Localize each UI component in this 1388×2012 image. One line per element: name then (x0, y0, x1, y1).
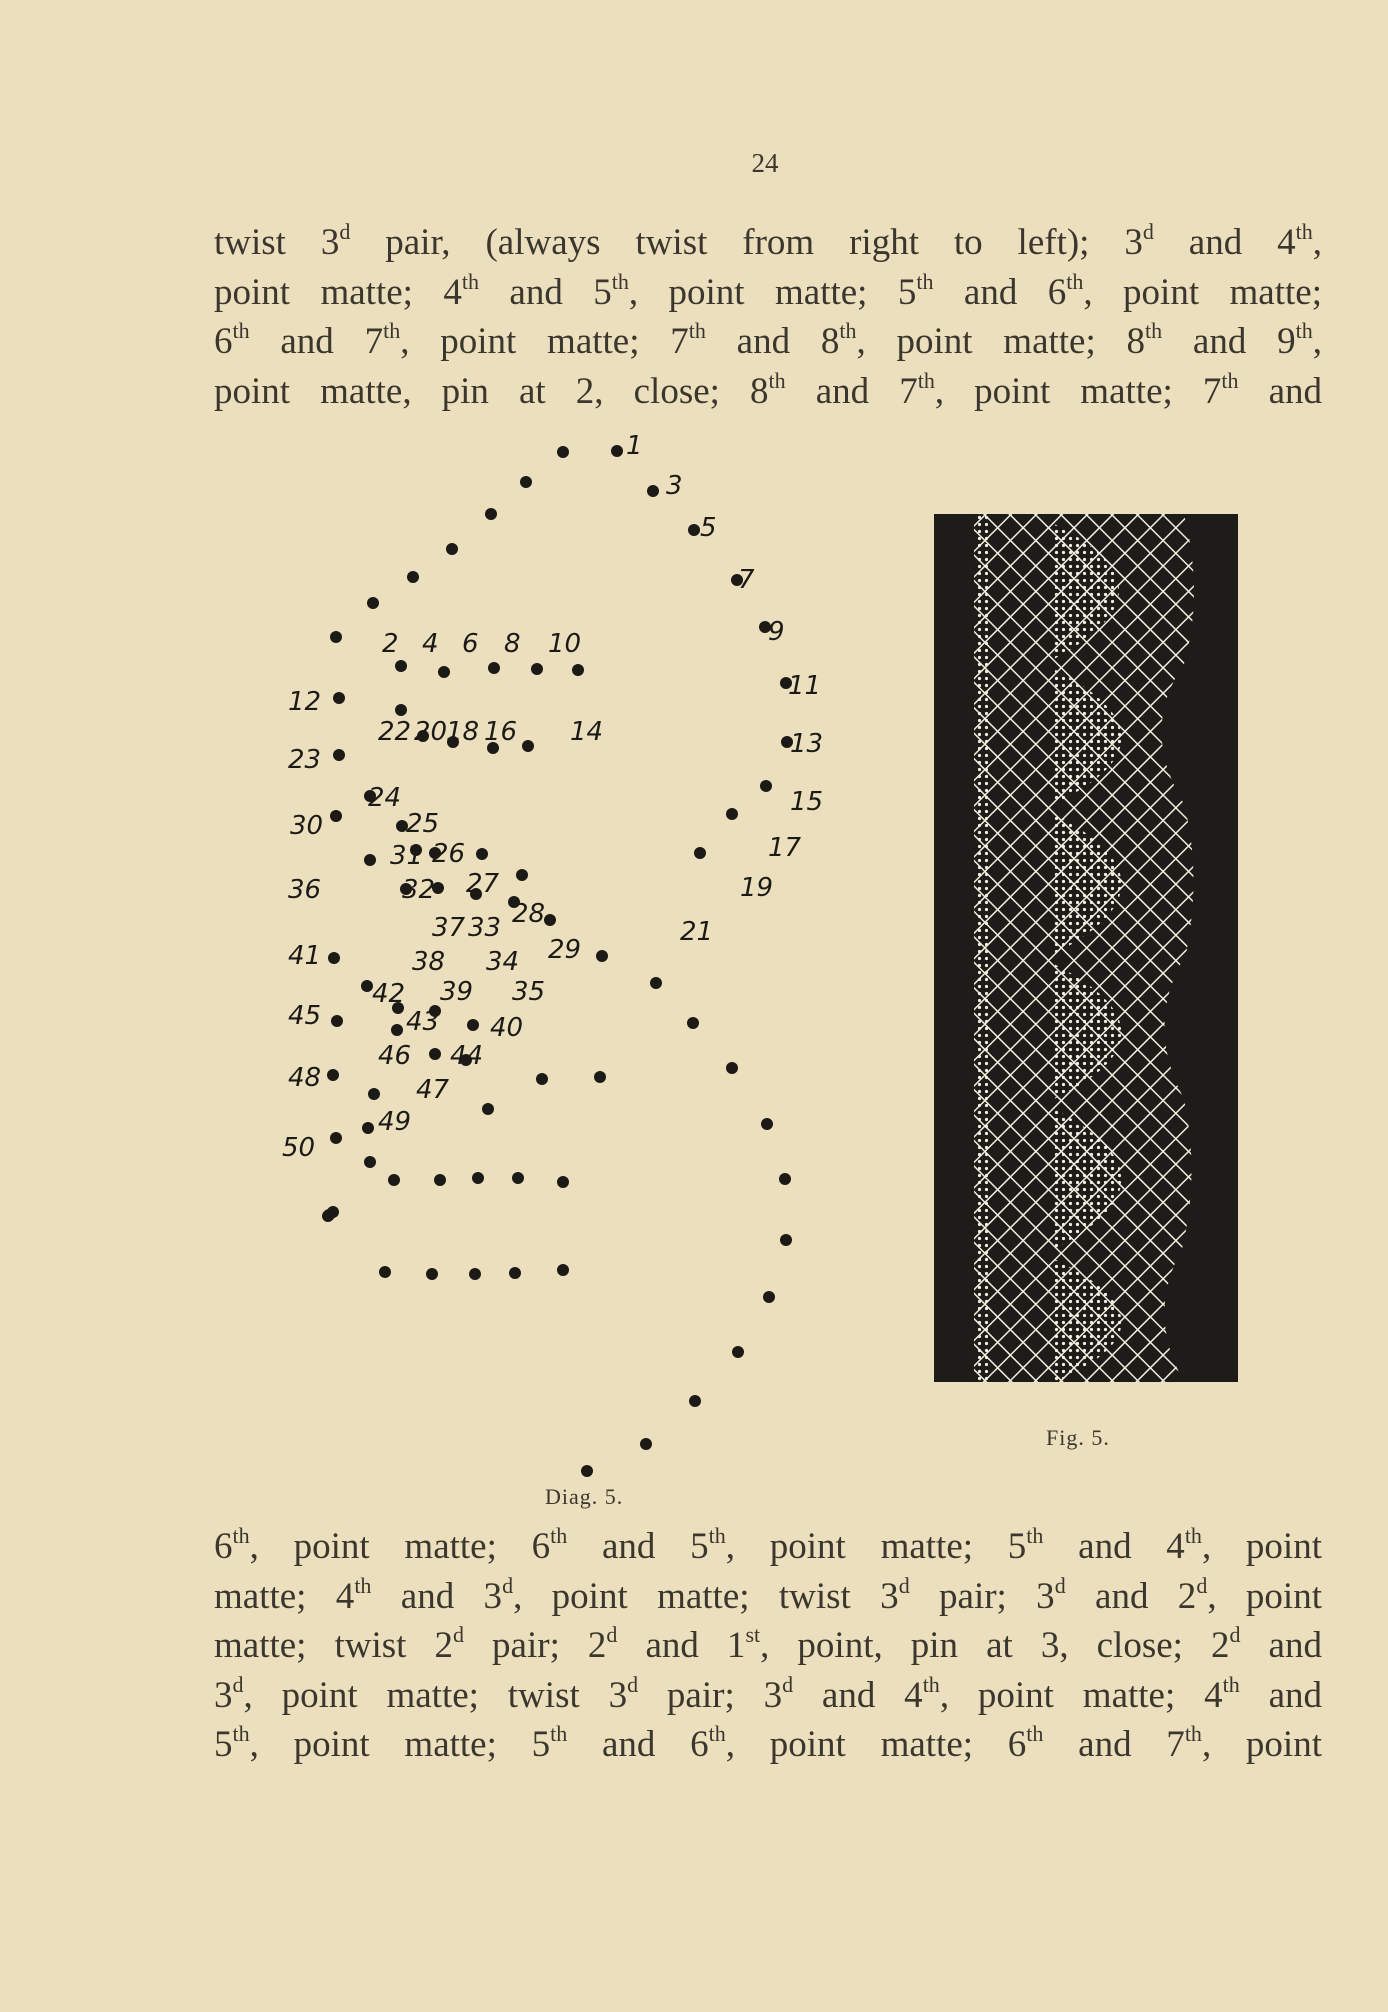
pin-number-label: 1 (626, 431, 643, 461)
text-run: , point matte; twist 3 (243, 1674, 628, 1716)
pin-dot (327, 1069, 339, 1081)
text-run: and 5 (567, 1526, 709, 1567)
pin-number-label: 11 (788, 671, 822, 701)
pin-number-label: 6 (462, 629, 479, 659)
text-run: and 2 (1065, 1575, 1197, 1617)
ordinal-suffix: th (708, 1523, 726, 1548)
text-run: matte; twist 2 (214, 1625, 454, 1666)
text-run: , point matte; 5 (249, 1724, 551, 1765)
text-run: , point matte; 7 (934, 370, 1222, 412)
pin-dot (476, 848, 488, 860)
text-run: and 4 (1043, 1526, 1185, 1567)
pin-number-label: 7 (738, 565, 755, 595)
pin-number-label: 13 (790, 729, 824, 759)
pin-dot (596, 950, 608, 962)
pin-number-label: 25 (406, 809, 440, 839)
ordinal-suffix: th (1184, 1523, 1202, 1548)
pin-dot (536, 1073, 548, 1085)
pin-dot (726, 1062, 738, 1074)
pin-dot (760, 780, 772, 792)
text-run: twist 3 (214, 222, 340, 263)
pin-dot (395, 660, 407, 672)
text-run: and 1 (617, 1625, 746, 1666)
text-run: and (1240, 1625, 1322, 1666)
text-run: and 5 (478, 271, 612, 313)
ordinal-suffix: th (1295, 219, 1313, 244)
text-run: , point matte; 6 (725, 1724, 1027, 1765)
pin-dot (469, 1268, 481, 1280)
pin-number-label: 41 (288, 941, 322, 971)
ordinal-suffix: d (502, 1572, 514, 1598)
ordinal-suffix: th (1295, 318, 1313, 343)
pin-number-label: 38 (412, 947, 446, 977)
pin-dot (687, 1017, 699, 1029)
pin-number-label: 8 (504, 629, 521, 659)
text-run: , point matte; 6 (249, 1526, 551, 1567)
text-run: and 9 (1162, 321, 1296, 362)
pin-dot (331, 1015, 343, 1027)
text-run: , point matte; 8 (856, 321, 1146, 362)
page-number: 24 (751, 148, 779, 178)
ordinal-suffix: th (768, 367, 786, 393)
pin-dot (429, 1048, 441, 1060)
text-run: , point matte; (1083, 271, 1322, 313)
pin-number-label: 36 (288, 875, 322, 905)
pin-number-label: 3 (666, 471, 683, 501)
pin-dot (640, 1438, 652, 1450)
pin-number-label: 15 (790, 787, 824, 817)
text-run: matte; 4 (214, 1575, 355, 1617)
pin-dot (694, 847, 706, 859)
pin-number-label: 31 (390, 841, 424, 871)
pin-number-label: 34 (486, 947, 520, 977)
ordinal-suffix: d (898, 1572, 910, 1598)
pin-number-label: 16 (484, 717, 518, 747)
pin-dot (362, 1122, 374, 1134)
ordinal-suffix: th (688, 318, 706, 343)
ordinal-suffix: th (232, 1721, 250, 1746)
pin-dot (438, 666, 450, 678)
pin-dot (572, 664, 584, 676)
pin-dot (482, 1103, 494, 1115)
text-paragraph-bottom (214, 1522, 1322, 1770)
ordinal-suffix: th (708, 1721, 726, 1746)
pin-number-label: 10 (548, 629, 582, 659)
pin-number-label: 12 (288, 687, 322, 717)
text-run: and 3 (371, 1575, 503, 1617)
ordinal-suffix: th (550, 1523, 568, 1548)
ordinal-suffix: d (1054, 1572, 1066, 1598)
pin-number-label: 20 (414, 717, 448, 747)
pin-number-label: 28 (512, 899, 546, 929)
pin-number-label: 40 (490, 1013, 524, 1043)
ordinal-suffix: th (232, 318, 250, 343)
pin-number-label: 23 (288, 745, 322, 775)
ordinal-suffix: th (232, 1523, 250, 1548)
pin-dot (689, 1395, 701, 1407)
text-run: , (1312, 321, 1322, 362)
text-run: and 4 (1153, 222, 1296, 263)
ordinal-suffix: th (917, 367, 935, 393)
pin-dot (732, 1346, 744, 1358)
pin-dot (581, 1465, 593, 1477)
pin-dot (485, 508, 497, 520)
pin-number-label: 18 (446, 717, 480, 747)
ordinal-suffix: d (627, 1671, 639, 1697)
pin-dot (367, 597, 379, 609)
text-run: and 7 (1043, 1724, 1185, 1765)
text-run: and 6 (933, 271, 1067, 313)
ordinal-suffix: d (232, 1671, 244, 1697)
pin-number-label: 26 (432, 839, 466, 869)
pin-dot (395, 704, 407, 716)
text-run: point matte, pin at 2, close; 8 (214, 370, 769, 412)
pin-number-label: 14 (570, 717, 604, 747)
pin-dot (544, 914, 556, 926)
pin-dot (688, 524, 700, 536)
pin-dot (330, 631, 342, 643)
ordinal-suffix: d (1196, 1572, 1208, 1598)
pin-dot (323, 1209, 335, 1221)
text-run: and (1239, 1674, 1322, 1716)
ordinal-suffix: th (1026, 1721, 1044, 1746)
text-run: and 6 (567, 1724, 709, 1765)
text-run: 6 (214, 321, 233, 362)
pin-dot (407, 571, 419, 583)
pin-dot (779, 1173, 791, 1185)
ordinal-suffix: th (1184, 1721, 1202, 1746)
ordinal-suffix: th (611, 268, 629, 294)
pin-number-label: 5 (700, 513, 717, 543)
pin-dot (426, 1268, 438, 1280)
text-run: 3 (214, 1674, 233, 1716)
ordinal-suffix: d (453, 1622, 465, 1647)
ordinal-suffix: th (922, 1671, 940, 1697)
text-run: , point matte; twist 3 (513, 1575, 899, 1617)
pin-dot (467, 1019, 479, 1031)
pin-number-label: 39 (440, 977, 474, 1007)
text-run: , point matte; 7 (400, 321, 689, 362)
pin-dot (557, 1264, 569, 1276)
pin-number-label: 21 (680, 917, 714, 947)
text-run: 5 (214, 1724, 233, 1765)
ordinal-suffix: th (839, 318, 857, 343)
ordinal-suffix: th (1221, 367, 1239, 393)
pin-number-label: 24 (368, 783, 402, 813)
pin-number-label: 48 (288, 1063, 322, 1093)
lace-photograph (934, 514, 1238, 1382)
ordinal-suffix: d (606, 1622, 618, 1647)
figure-caption: Fig. 5. (1046, 1425, 1110, 1450)
pin-dot (726, 808, 738, 820)
text-run: pair; 3 (638, 1674, 783, 1716)
ordinal-suffix: th (461, 268, 479, 294)
pin-number-label: 43 (406, 1007, 440, 1037)
text-run: , point (1201, 1526, 1322, 1567)
text-run: pair; 2 (464, 1625, 607, 1666)
text-run: , point (1207, 1575, 1322, 1617)
pin-dot (557, 446, 569, 458)
pin-dot (520, 476, 532, 488)
pin-number-label: 29 (548, 935, 582, 965)
pin-number-label: 30 (290, 811, 324, 841)
ordinal-suffix: d (339, 219, 351, 244)
pin-number-label: 50 (282, 1133, 316, 1163)
pin-number-label: 46 (378, 1041, 412, 1071)
pin-number-label: 42 (372, 979, 406, 1009)
pin-dot (333, 749, 345, 761)
pin-dot (446, 543, 458, 555)
ordinal-suffix: d (1229, 1622, 1241, 1647)
pin-number-label: 45 (288, 1001, 322, 1031)
ordinal-suffix: th (550, 1721, 568, 1746)
pin-dot (364, 854, 376, 866)
pin-number-label: 44 (450, 1041, 484, 1071)
pin-dot (650, 977, 662, 989)
text-run: and 7 (249, 321, 384, 362)
lace-strip (974, 514, 1204, 1382)
pin-number-label: 35 (512, 977, 546, 1007)
pin-dot (531, 663, 543, 675)
ordinal-suffix: th (354, 1572, 372, 1598)
pin-number-label: 4 (422, 629, 439, 659)
pin-dot (328, 952, 340, 964)
ordinal-suffix: st (745, 1622, 761, 1647)
pin-number-label: 22 (378, 717, 412, 747)
ordinal-suffix: th (1145, 318, 1163, 343)
pin-dot (488, 662, 500, 674)
pin-dot (647, 485, 659, 497)
text-run: , (1312, 222, 1322, 263)
pin-dot (391, 1024, 403, 1036)
pin-dot (761, 1118, 773, 1130)
pin-number-label: 33 (468, 913, 502, 943)
pin-dot (472, 1172, 484, 1184)
text-run: and (1238, 370, 1322, 412)
text-run: and 4 (793, 1674, 923, 1716)
pin-dot (780, 1234, 792, 1246)
ordinal-suffix: th (383, 318, 401, 343)
text-run: 6 (214, 1526, 233, 1567)
pin-dot (434, 1174, 446, 1186)
pin-dot (379, 1266, 391, 1278)
pin-number-label: 19 (740, 873, 774, 903)
pin-number-label: 37 (432, 913, 466, 943)
pin-number-label: 47 (416, 1075, 450, 1105)
pin-dot (364, 1156, 376, 1168)
pin-number-label: 2 (382, 629, 399, 659)
pin-dot (512, 1172, 524, 1184)
pin-dot (333, 692, 345, 704)
pin-dot (594, 1071, 606, 1083)
text-run: and 7 (785, 370, 918, 412)
pin-dot (368, 1088, 380, 1100)
text-run: pair, (always twist from right to left); 3 (350, 222, 1143, 263)
text-run: and 8 (705, 321, 840, 362)
pin-dot (557, 1176, 569, 1188)
pin-number-label: 9 (768, 617, 785, 647)
text-run: point matte; 4 (214, 271, 462, 313)
pin-dot (388, 1174, 400, 1186)
pin-dot (763, 1291, 775, 1303)
pin-dot (330, 1132, 342, 1144)
pin-dot (611, 445, 623, 457)
text-run: , point, pin at 3, close; 2 (760, 1625, 1230, 1666)
text-run: , point (1201, 1724, 1322, 1765)
text-run: , point matte; 5 (725, 1526, 1027, 1567)
ordinal-suffix: th (1026, 1523, 1044, 1548)
pin-number-label: 17 (768, 833, 802, 863)
pin-dot (330, 810, 342, 822)
pin-dot (522, 740, 534, 752)
ordinal-suffix: th (1222, 1671, 1240, 1697)
diagram-caption: Diag. 5. (545, 1484, 624, 1509)
pin-number-label: 27 (466, 869, 500, 899)
pin-number-label: 49 (378, 1107, 412, 1137)
ordinal-suffix: d (782, 1671, 794, 1697)
ordinal-suffix: th (1066, 268, 1084, 294)
ordinal-suffix: th (916, 268, 934, 294)
text-run: pair; 3 (909, 1575, 1055, 1617)
text-run: , point matte; 4 (939, 1674, 1223, 1716)
text-run: , point matte; 5 (628, 271, 917, 313)
pin-dot (509, 1267, 521, 1279)
pin-number-label: 32 (402, 875, 436, 905)
pin-dot (516, 869, 528, 881)
ordinal-suffix: d (1142, 219, 1154, 244)
